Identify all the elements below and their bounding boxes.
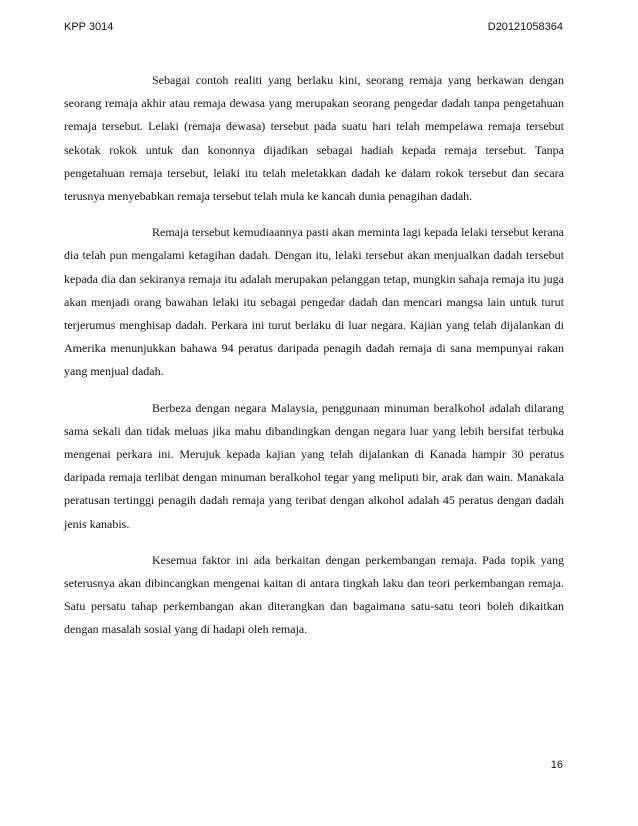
header-course-code: KPP 3014 [64,21,114,33]
page-number: 16 [550,759,563,771]
paragraph: Sebagai contoh realiti yang berlaku kini, seorang remaja yang berkawan dengan seorang remaja akhir atau remaja dewasa yang merupakan seorang pengedar dadah tanpa pengetahuan remaja tersebut. Lelaki (remaja dewasa) tersebut pada suatu hari telah mempelawa remaja tersebut sekotak rokok untuk dan kononnya dijadikan sebagai hadiah kepada remaja tersebut. Tanpa pengetahuan remaja tersebut, lelaki itu telah meletakkan dadah ke dalam rokok tersebut dan secara terusnya menyebabkan remaja tersebut telah mula ke kancah dunia penagihan dadah. [64,73,564,204]
header-student-id: D20121058364 [487,21,563,33]
paragraph: Remaja tersebut kemudiaannya pasti akan meminta lagi kepada lelaki tersebut kerana dia telah pun mengalami ketagihan dadah. Dengan itu, lelaki tersebut akan menjualkan dadah tersebut kepada dia dan sekiranya remaja itu adalah merupakan pelanggan tetap, mungkin sahaja remaja itu juga akan menjadi orang bawahan lelaki itu sebagai pengedar dadah dan mencari mangsa lain untuk turut terjerumus menghisap dadah. Perkara ini turut berlaku di luar negara. Kajian yang telah dijalankan di Amerika menunjukkan bahawa 94 peratus daripada penagih dadah remaja di sana mempunyai rakan yang menjual dadah. [64,225,564,379]
body-text [64,69,564,654]
paragraph: Berbeza dengan negara Malaysia, penggunaan minuman beralkohol adalah dilarang sama sekali dan tidak meluas jika mahu dibandingkan dengan negara luar yang lebih bersifat terbuka mengenai perkara ini. Merujuk kepada kajian yang telah dijalankan di Kanada hampir 30 peratus daripada remaja terlibat dengan minuman beralkohol tegar yang meliputi bir, arak dan wain. Manakala peratusan tertinggi penagih dadah remaja yang teribat dengan alkohol adalah 45 peratus dengan dadah jenis kanabis. [64,400,564,531]
paragraph: Kesemua faktor ini ada berkaitan dengan perkembangan remaja. Pada topik yang seterusnya akan dibincangkan mengenai kaitan di antara tingkah laku dan teori perkembangan remaja. Satu persatu tahap perkembangan akan diterangkan dan bagaimana satu-satu teori boleh dikaitkan dengan masalah sosial yang di hadapi oleh remaja. [64,552,564,637]
